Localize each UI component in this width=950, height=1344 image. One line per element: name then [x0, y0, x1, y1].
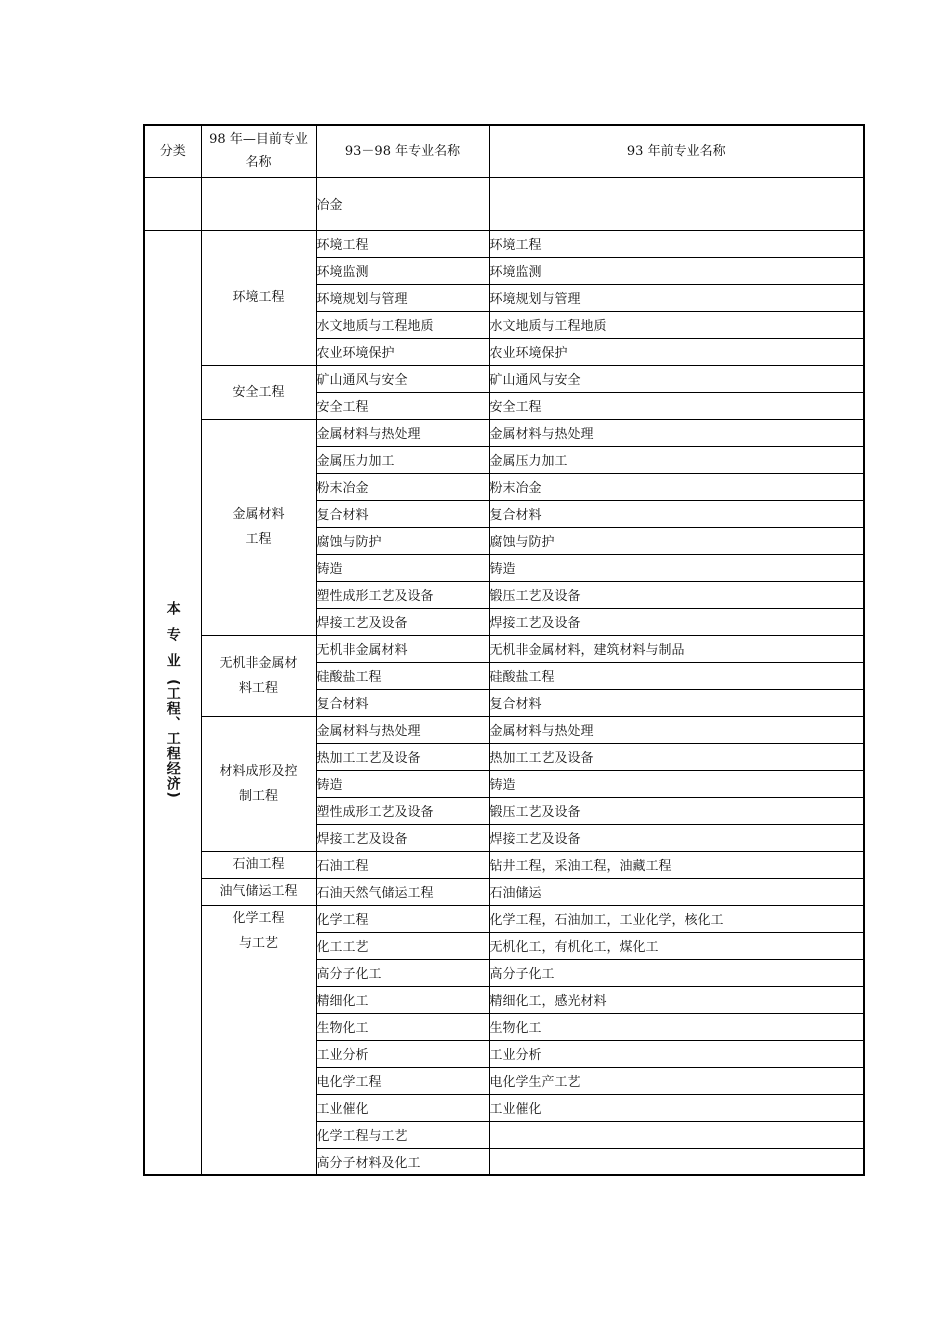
group-material-forming: [201, 716, 316, 851]
header-old-name: 93 年前专业名称: [489, 125, 864, 177]
mid-name-cell: 复合材料: [316, 500, 489, 527]
table-row: [144, 230, 864, 257]
header-current-line2: 名称: [245, 155, 272, 171]
category-label: 本专业(工程、工程经济): [164, 601, 181, 800]
mid-name-cell: 化学工程与工艺: [316, 1121, 489, 1148]
table-row: [144, 365, 864, 392]
group-metal-line2: 工程: [245, 532, 272, 547]
group-inorganic-line1: 无机非金属材: [219, 655, 298, 671]
table-row: [144, 177, 864, 230]
old-name-cell: 腐蚀与防护: [489, 527, 864, 554]
mid-name-cell: 硅酸盐工程: [316, 662, 489, 689]
group-forming-line2: 制工程: [238, 788, 278, 804]
mid-name-cell: 安全工程: [316, 392, 489, 419]
old-name-cell: 电化学生产工艺: [489, 1067, 864, 1094]
group-safety: 安全工程: [201, 365, 316, 419]
mid-name-cell: 矿山通风与安全: [316, 365, 489, 392]
table-row: [144, 851, 864, 878]
mid-name-cell: 精细化工: [316, 986, 489, 1013]
old-name-cell: 硅酸盐工程: [489, 662, 864, 689]
group-chem-line2: 与工艺: [238, 935, 278, 951]
mid-name-cell: 高分子化工: [316, 959, 489, 986]
header-current-line1: 98 年—目前专业: [209, 132, 308, 148]
mid-name-cell: 水文地质与工程地质: [316, 311, 489, 338]
old-name-cell: 焊接工艺及设备: [489, 608, 864, 635]
old-name-cell: 复合材料: [489, 689, 864, 716]
group-petroleum: 石油工程: [201, 851, 316, 878]
group-metal-line1: 金属材料: [232, 507, 285, 522]
table-row: [144, 905, 864, 932]
mid-name-cell: 焊接工艺及设备: [316, 824, 489, 851]
mid-name-cell: 金属压力加工: [316, 446, 489, 473]
old-name-cell: 铸造: [489, 554, 864, 581]
old-name-cell: 金属材料与热处理: [489, 716, 864, 743]
group-inorganic-materials: [201, 635, 316, 716]
old-name-cell: 水文地质与工程地质: [489, 311, 864, 338]
group-metal-materials: [201, 419, 316, 635]
mid-name-cell: 环境工程: [316, 230, 489, 257]
old-name-cell: 工业分析: [489, 1040, 864, 1067]
mid-name-cell: 无机非金属材料: [316, 635, 489, 662]
old-name-cell: 精细化工，感光材料: [489, 986, 864, 1013]
old-name-cell: [489, 1148, 864, 1175]
mid-name-cell: 化工工艺: [316, 932, 489, 959]
old-name-cell: 化学工程，石油加工，工业化学，核化工: [489, 905, 864, 932]
empty-cell: [201, 177, 316, 230]
mid-name-cell: 腐蚀与防护: [316, 527, 489, 554]
group-chem-line1: 化学工程: [232, 910, 285, 926]
old-name-cell: 粉末冶金: [489, 473, 864, 500]
mid-name-cell: 粉末冶金: [316, 473, 489, 500]
mid-name-cell: 金属材料与热处理: [316, 716, 489, 743]
header-current-name: [201, 125, 316, 177]
table-row: [144, 635, 864, 662]
mid-name-cell: 塑性成形工艺及设备: [316, 797, 489, 824]
group-oil-gas-storage: 油气储运工程: [201, 878, 316, 905]
old-name-cell: 环境规划与管理: [489, 284, 864, 311]
mid-name-cell: 冶金: [316, 177, 489, 230]
table-row: [144, 878, 864, 905]
old-name-cell: 农业环境保护: [489, 338, 864, 365]
mid-name-cell: 复合材料: [316, 689, 489, 716]
mid-name-cell: 电化学工程: [316, 1067, 489, 1094]
old-name-cell: 金属压力加工: [489, 446, 864, 473]
mid-name-cell: 热加工工艺及设备: [316, 743, 489, 770]
old-name-cell: 安全工程: [489, 392, 864, 419]
old-name-cell: 生物化工: [489, 1013, 864, 1040]
group-environment: 环境工程: [201, 230, 316, 365]
old-name-cell: 环境工程: [489, 230, 864, 257]
old-name-cell: 焊接工艺及设备: [489, 824, 864, 851]
old-name-cell: 石油储运: [489, 878, 864, 905]
mid-name-cell: 农业环境保护: [316, 338, 489, 365]
mid-name-cell: 焊接工艺及设备: [316, 608, 489, 635]
mid-name-cell: 生物化工: [316, 1013, 489, 1040]
old-name-cell: [489, 1121, 864, 1148]
old-name-cell: 环境监测: [489, 257, 864, 284]
old-name-cell: 锻压工艺及设备: [489, 797, 864, 824]
table-row: [144, 419, 864, 446]
mid-name-cell: 铸造: [316, 554, 489, 581]
old-name-cell: 锻压工艺及设备: [489, 581, 864, 608]
mid-name-cell: 环境监测: [316, 257, 489, 284]
mid-name-cell: 石油天然气储运工程: [316, 878, 489, 905]
mid-name-cell: 工业分析: [316, 1040, 489, 1067]
mid-name-cell: 高分子材料及化工: [316, 1148, 489, 1175]
table-row: [144, 716, 864, 743]
group-chemical-engineering: [201, 905, 316, 1175]
major-mapping-table: [143, 124, 865, 1176]
mid-name-cell: 铸造: [316, 770, 489, 797]
mid-name-cell: 石油工程: [316, 851, 489, 878]
old-name-cell: 铸造: [489, 770, 864, 797]
mid-name-cell: 金属材料与热处理: [316, 419, 489, 446]
old-name-cell: 矿山通风与安全: [489, 365, 864, 392]
old-name-cell: 高分子化工: [489, 959, 864, 986]
old-name-cell: 无机化工，有机化工，煤化工: [489, 932, 864, 959]
old-name-cell: [489, 177, 864, 230]
old-name-cell: 复合材料: [489, 500, 864, 527]
header-row: [144, 125, 864, 177]
header-mid-name: 93－98 年专业名称: [316, 125, 489, 177]
mid-name-cell: 环境规划与管理: [316, 284, 489, 311]
mid-name-cell: 工业催化: [316, 1094, 489, 1121]
old-name-cell: 工业催化: [489, 1094, 864, 1121]
header-category: 分类: [144, 125, 201, 177]
old-name-cell: 金属材料与热处理: [489, 419, 864, 446]
empty-cell: [144, 177, 201, 230]
old-name-cell: 无机非金属材料，建筑材料与制品: [489, 635, 864, 662]
old-name-cell: 热加工工艺及设备: [489, 743, 864, 770]
group-forming-line1: 材料成形及控: [219, 763, 298, 779]
category-cell: [144, 230, 201, 1175]
group-inorganic-line2: 料工程: [238, 680, 278, 696]
old-name-cell: 钻井工程，采油工程，油藏工程: [489, 851, 864, 878]
mid-name-cell: 塑性成形工艺及设备: [316, 581, 489, 608]
mid-name-cell: 化学工程: [316, 905, 489, 932]
